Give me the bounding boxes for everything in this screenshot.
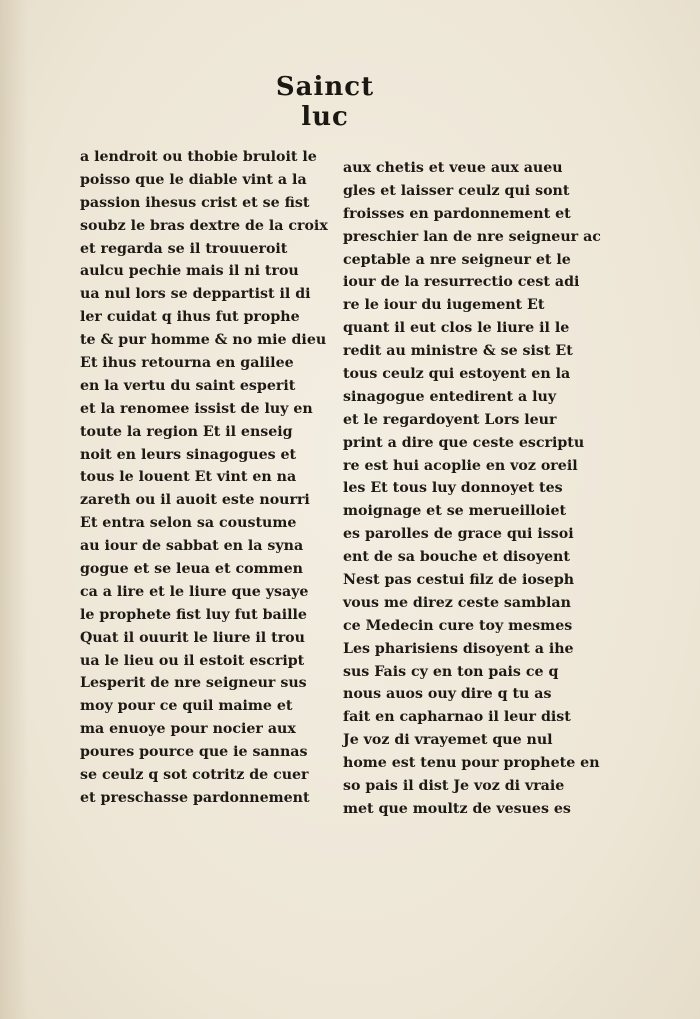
text-line: Les pharisiens disoyent a ihe: [343, 640, 574, 657]
text-line: Lesperit de nre seigneur sus: [80, 675, 307, 692]
text-line: re est hui acoplie en voz oreil: [343, 457, 578, 474]
text-line: ler cuidat q ihus fut prophe: [80, 309, 300, 326]
text-line: ua le lieu ou il estoit escript: [80, 652, 305, 669]
text-line: les Et tous luy donnoyet tes: [343, 480, 563, 497]
text-line: moy pour ce quil maime et: [80, 698, 293, 715]
text-line: met que moultz de vesues es: [343, 800, 571, 817]
text-line: et la renomee issist de luy en: [80, 400, 313, 417]
text-line: print a dire que ceste escriptu: [343, 434, 585, 451]
text-line: vous me direz ceste samblan: [343, 594, 571, 611]
text-line: iour de la resurrectio cest adi: [343, 274, 580, 291]
text-line: redit au ministre & se sist Et: [343, 343, 573, 360]
text-line: passion ihesus crist et se fist: [80, 194, 310, 211]
text-line: moignage et se merueilloiet: [343, 503, 567, 520]
text-line: ma enuoye pour nocier aux: [80, 721, 296, 738]
text-line: quant il eut clos le liure il le: [343, 320, 570, 337]
text-line: home est tenu pour prophete en: [343, 755, 600, 772]
text-column-left: [80, 146, 328, 810]
text-line: es parolles de grace qui issoi: [343, 526, 574, 543]
text-line: soubz le bras dextre de la croix: [80, 217, 328, 234]
text-line: gles et laisser ceulz qui sont: [343, 182, 570, 199]
text-column-right: [343, 157, 601, 821]
text-line: ce Medecin cure toy mesmes: [343, 617, 573, 634]
text-line: ua nul lors se deppartist il di: [80, 286, 311, 303]
text-line: fait en capharnao il leur dist: [343, 709, 571, 726]
text-line: gogue et se leua et commen: [80, 561, 303, 578]
text-line: preschier lan de nre seigneur ac: [343, 228, 601, 245]
text-line: re le iour du iugement Et: [343, 297, 545, 314]
text-line: le prophete fist luy fut baille: [80, 606, 307, 623]
text-line: toute la region Et il enseig: [80, 423, 293, 440]
text-line: sus Fais cy en ton pais ce q: [343, 663, 559, 680]
text-line: Et entra selon sa coustume: [80, 515, 297, 532]
text-line: poures pource que ie sannas: [80, 744, 308, 761]
text-line: aulcu pechie mais il ni trou: [80, 263, 299, 280]
text-line: froisses en pardonnement et: [343, 205, 571, 222]
text-line: ceptable a nre seigneur et le: [343, 251, 571, 268]
page-gutter-shadow: [0, 0, 28, 1019]
text-line: so pais il dist Je voz di vraie: [343, 778, 565, 795]
text-line: a lendroit ou thobie bruloit le: [80, 149, 317, 165]
text-line: ca a lire et le liure que ysaye: [80, 583, 309, 600]
text-line: Et ihus retourna en galilee: [80, 355, 294, 372]
text-line: Quat il ouurit le liure il trou: [80, 629, 305, 646]
text-line: Je voz di vrayemet que nul: [343, 732, 553, 749]
text-line: et preschasse pardonnement: [80, 789, 310, 806]
text-line: poisso que le diable vint a la: [80, 171, 307, 188]
text-line: te & pur homme & no mie dieu: [80, 332, 327, 349]
text-line: tous le louent Et vint en na: [80, 469, 297, 486]
text-line: zareth ou il auoit este nourri: [80, 492, 310, 509]
text-line: au iour de sabbat en la syna: [80, 538, 304, 555]
text-line: et le regardoyent Lors leur: [343, 411, 557, 428]
running-head: Sainct luc: [275, 72, 375, 132]
text-line: tous ceulz qui estoyent en la: [343, 366, 571, 383]
text-line: en la vertu du saint esperit: [80, 377, 296, 394]
text-line: Nest pas cestui filz de ioseph: [343, 572, 575, 589]
text-line: ent de sa bouche et disoyent: [343, 549, 570, 566]
text-line: se ceulz q sot cotritz de cuer: [80, 767, 309, 784]
text-line: aux chetis et veue aux aueu: [343, 160, 563, 176]
text-line: nous auos ouy dire q tu as: [343, 686, 552, 703]
text-line: sinagogue entedirent a luy: [343, 388, 557, 405]
text-line: et regarda se il trouueroit: [80, 240, 288, 257]
text-line: noit en leurs sinagogues et: [80, 446, 297, 463]
